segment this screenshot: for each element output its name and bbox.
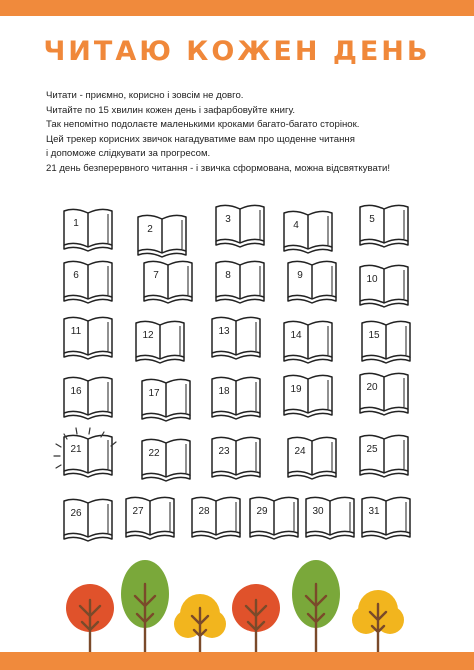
day-28-book[interactable]	[190, 494, 242, 540]
intro-line: і допоможе слідкувати за прогресом.	[46, 148, 211, 160]
day-22-book[interactable]	[140, 436, 192, 482]
day-number: 28	[198, 506, 210, 517]
day-2-book[interactable]	[136, 212, 188, 258]
day-1-book[interactable]	[62, 206, 114, 252]
open-book-icon	[190, 494, 242, 540]
day-5-book[interactable]	[358, 202, 410, 248]
open-book-icon	[214, 202, 266, 248]
open-book-icon	[360, 494, 412, 540]
tree-green-left	[121, 560, 169, 652]
day-number: 4	[293, 220, 299, 231]
day-6-book[interactable]	[62, 258, 114, 304]
day-number: 1	[73, 218, 79, 229]
intro-line: Так непомітно подолаєте маленькими кроками багато-багато сторінок.	[46, 119, 360, 131]
day-19-book[interactable]	[282, 372, 334, 418]
day-number: 31	[368, 506, 380, 517]
tree-red-right	[232, 584, 280, 652]
day-4-book[interactable]	[282, 208, 334, 254]
top-band	[0, 0, 474, 16]
day-number: 27	[132, 506, 144, 517]
open-book-icon	[62, 206, 114, 252]
day-number: 2	[147, 224, 153, 235]
intro-line: Цей трекер корисних звичок нагадуватиме вам про щоденне читання	[46, 133, 355, 145]
day-number: 18	[218, 386, 230, 397]
open-book-icon	[210, 374, 262, 420]
day-18-book[interactable]	[210, 374, 262, 420]
tree-yellow-left	[174, 594, 226, 652]
day-26-book[interactable]	[62, 496, 114, 542]
day-number: 10	[366, 274, 378, 285]
open-book-icon	[134, 318, 186, 364]
open-book-icon	[358, 370, 410, 416]
day-number: 26	[70, 508, 82, 519]
page-title: ЧИТАЮ КОЖЕН ДЕНЬ	[43, 36, 431, 67]
day-14-book[interactable]	[282, 318, 334, 364]
open-book-icon	[142, 258, 194, 304]
celebration-rays	[50, 422, 122, 488]
open-book-icon	[360, 318, 412, 364]
day-27-book[interactable]	[124, 494, 176, 540]
day-number: 14	[290, 330, 302, 341]
open-book-icon	[140, 436, 192, 482]
day-number: 22	[148, 448, 160, 459]
open-book-icon	[282, 372, 334, 418]
day-23-book[interactable]	[210, 434, 262, 480]
day-25-book[interactable]	[358, 432, 410, 478]
day-number: 30	[312, 506, 324, 517]
open-book-icon	[248, 494, 300, 540]
open-book-icon	[214, 258, 266, 304]
open-book-icon	[286, 434, 338, 480]
day-8-book[interactable]	[214, 258, 266, 304]
day-10-book[interactable]	[358, 262, 410, 308]
open-book-icon	[282, 318, 334, 364]
open-book-icon	[62, 314, 114, 360]
day-13-book[interactable]	[210, 314, 262, 360]
day-number: 15	[368, 330, 380, 341]
open-book-icon	[210, 434, 262, 480]
day-9-book[interactable]	[286, 258, 338, 304]
open-book-icon	[136, 212, 188, 258]
day-31-book[interactable]	[360, 494, 412, 540]
open-book-icon	[62, 374, 114, 420]
day-number: 8	[225, 270, 231, 281]
open-book-icon	[62, 496, 114, 542]
day-16-book[interactable]	[62, 374, 114, 420]
day-number: 12	[142, 330, 154, 341]
day-number: 29	[256, 506, 268, 517]
day-15-book[interactable]	[360, 318, 412, 364]
day-12-book[interactable]	[134, 318, 186, 364]
open-book-icon	[304, 494, 356, 540]
intro-text	[46, 89, 446, 177]
open-book-icon	[124, 494, 176, 540]
trees-illustration	[60, 560, 420, 652]
open-book-icon	[62, 258, 114, 304]
day-number: 7	[153, 270, 159, 281]
day-number: 6	[73, 270, 79, 281]
day-number: 20	[366, 382, 378, 393]
open-book-icon	[286, 258, 338, 304]
tree-red-left	[66, 584, 114, 652]
day-number: 17	[148, 388, 160, 399]
open-book-icon	[358, 262, 410, 308]
open-book-icon	[358, 202, 410, 248]
day-number: 19	[290, 384, 302, 395]
day-29-book[interactable]	[248, 494, 300, 540]
day-number: 5	[369, 214, 375, 225]
open-book-icon	[358, 432, 410, 478]
day-7-book[interactable]	[142, 258, 194, 304]
day-11-book[interactable]	[62, 314, 114, 360]
open-book-icon	[210, 314, 262, 360]
tree-green-right	[292, 560, 340, 652]
open-book-icon	[140, 376, 192, 422]
day-24-book[interactable]	[286, 434, 338, 480]
open-book-icon	[282, 208, 334, 254]
day-number: 3	[225, 214, 231, 225]
day-3-book[interactable]	[214, 202, 266, 248]
day-number: 9	[297, 270, 303, 281]
bottom-band	[0, 652, 474, 670]
day-30-book[interactable]	[304, 494, 356, 540]
intro-line: Читати - приємно, корисно і зовсім не довго.	[46, 90, 244, 101]
day-number: 23	[218, 446, 230, 457]
day-number: 21	[70, 444, 82, 455]
day-number: 24	[294, 446, 306, 457]
tree-yellow-right	[352, 590, 404, 652]
day-17-book[interactable]	[140, 376, 192, 422]
day-20-book[interactable]	[358, 370, 410, 416]
intro-line: Читайте по 15 хвилин кожен день і зафарбовуйте книгу.	[46, 104, 295, 116]
day-number: 25	[366, 444, 378, 455]
day-number: 16	[70, 386, 82, 397]
intro-line: 21 день безперервного читання - і звичка сформована, можна відсвяткувати!	[46, 162, 391, 174]
day-number: 11	[70, 326, 82, 337]
day-number: 13	[218, 326, 230, 337]
